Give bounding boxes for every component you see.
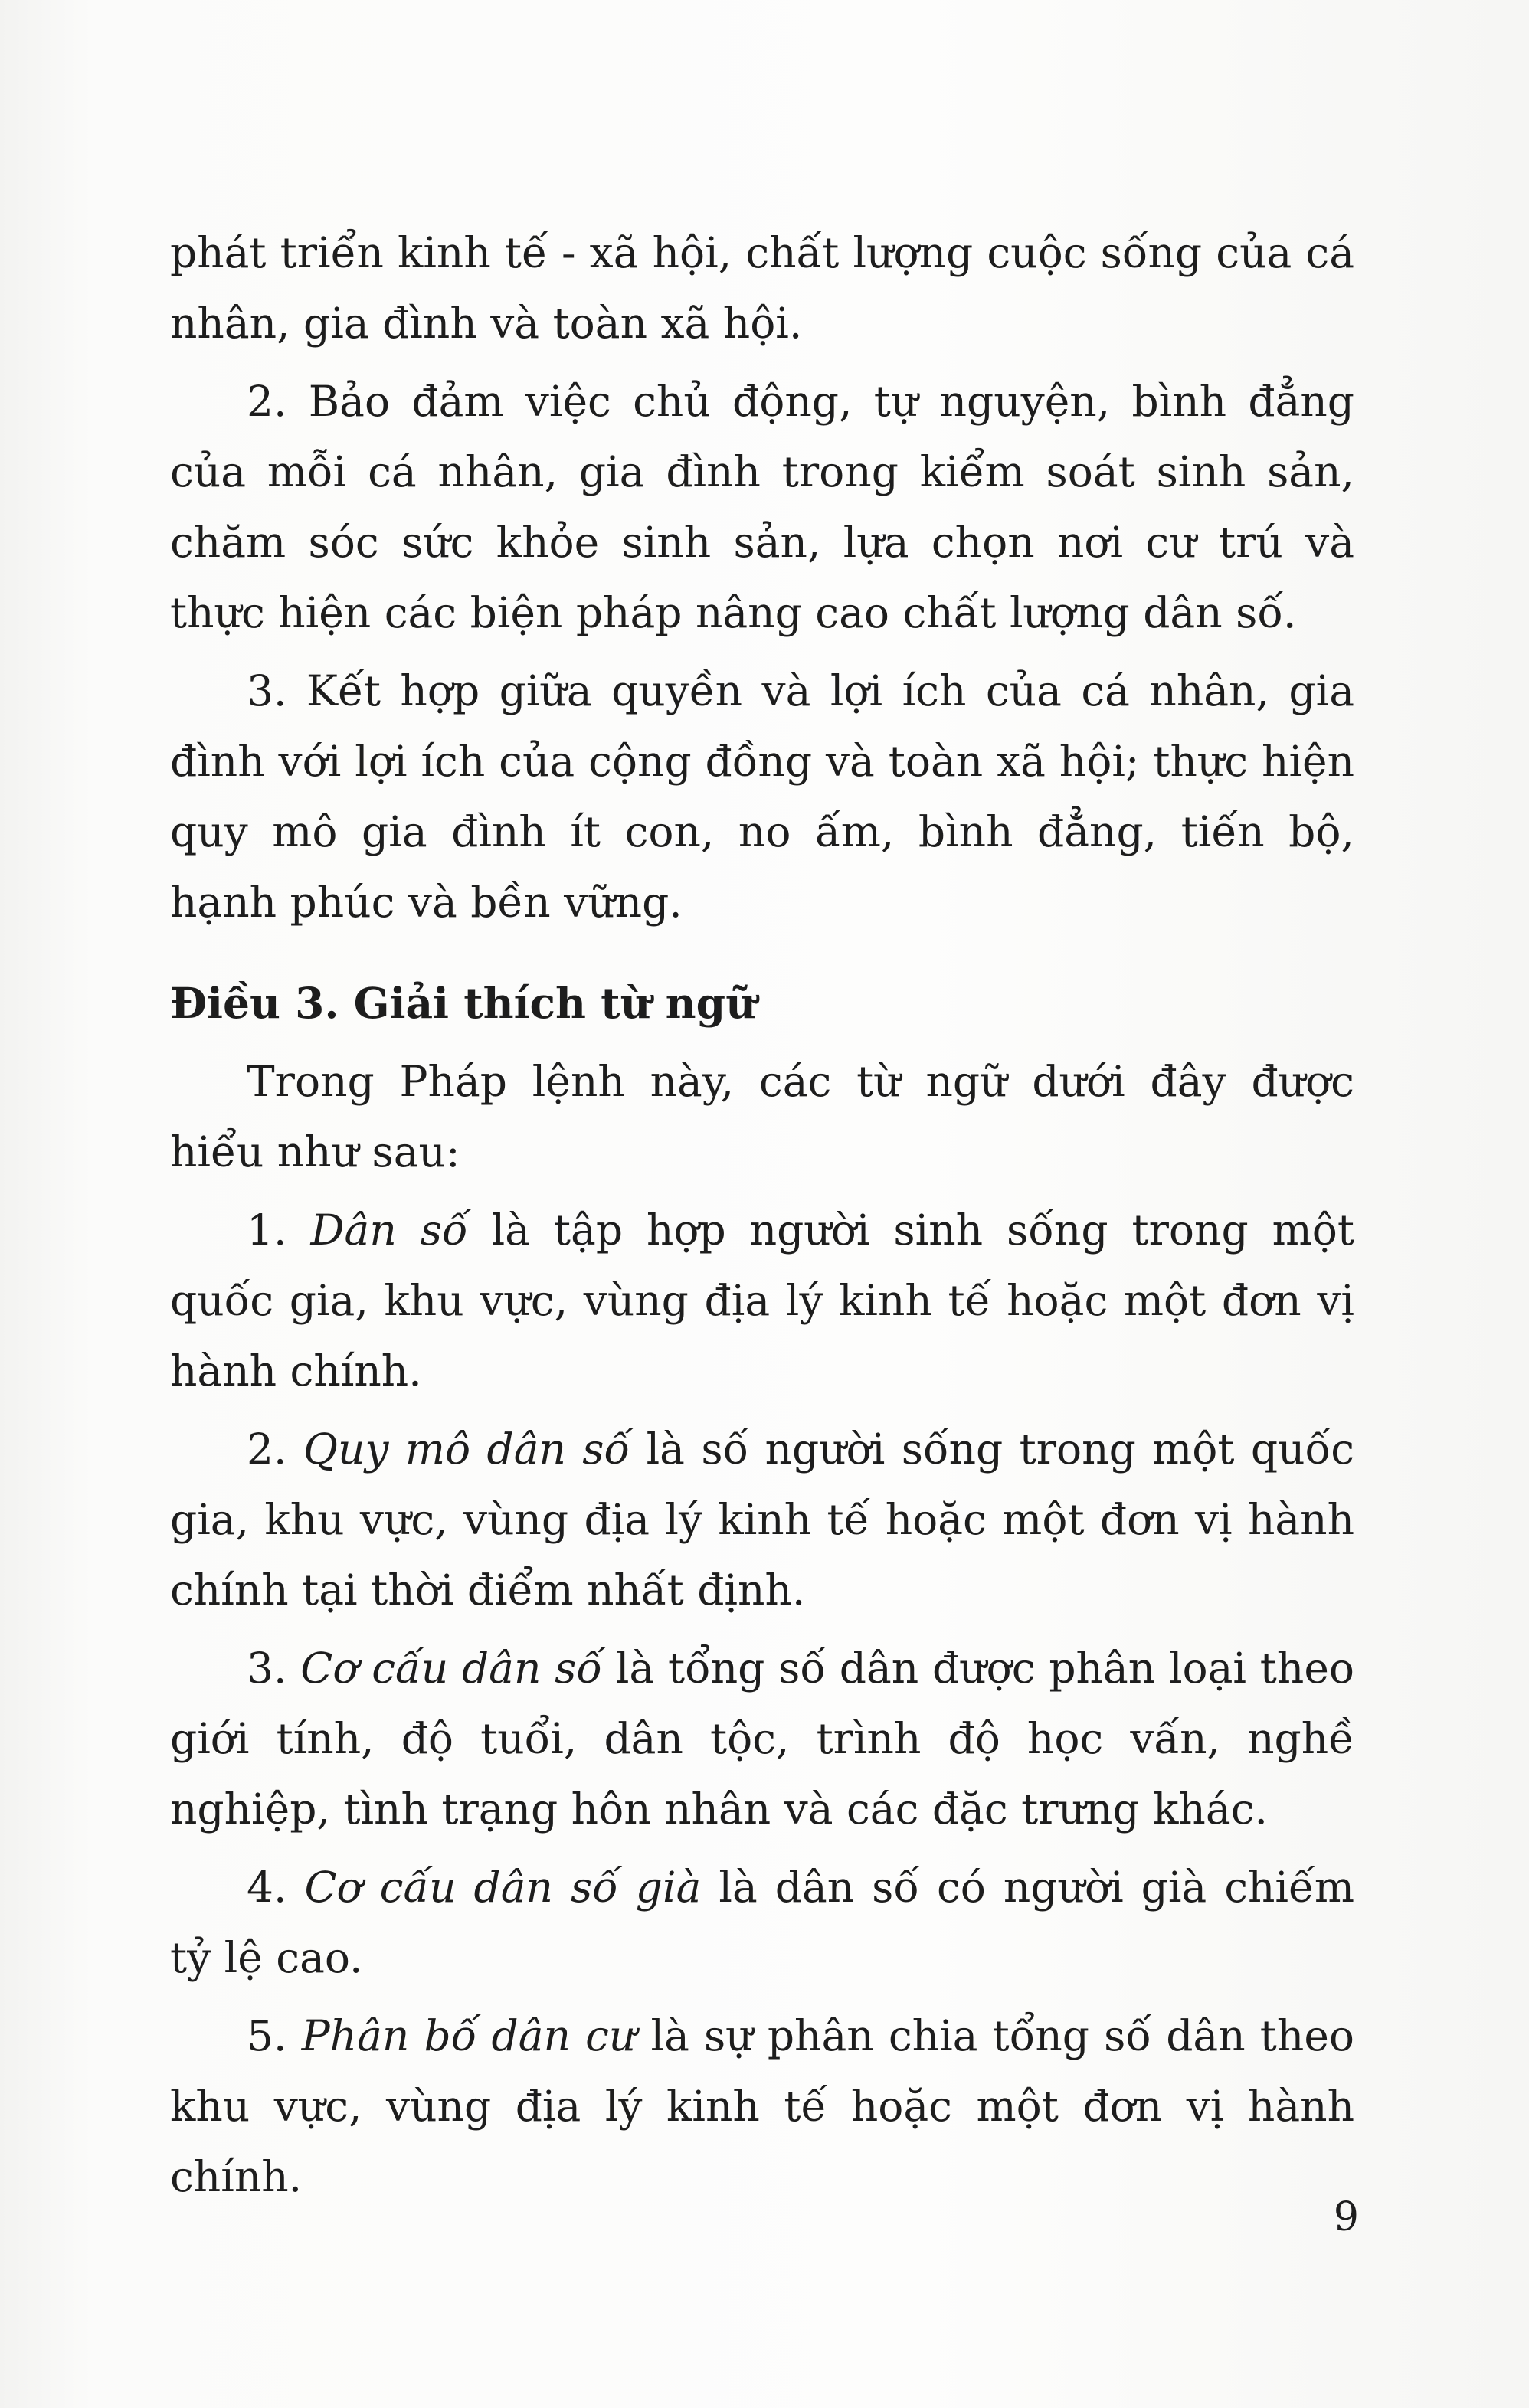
definition-number: 1. — [247, 1206, 287, 1255]
page-number: 9 — [1333, 2194, 1359, 2240]
article-heading: Điều 3. Giải thích từ ngữ — [170, 978, 757, 1028]
article-intro: Trong Pháp lệnh này, các từ ngữ dưới đây được hiểu như sau: — [170, 1057, 1354, 1176]
definition-item — [170, 1414, 1354, 1625]
definition-item — [170, 1633, 1354, 1844]
definition-text: là tập hợp người sinh sống trong một quốc gia, khu vực, vùng địa lý kinh tế hoặc một đơn vị hành chính. — [170, 1206, 1354, 1395]
definition-text: là tổng số dân được phân loại theo giới tính, độ tuổi, dân tộc, trình độ học vấn, nghề nghiệp, tình trạng hôn nhân và các đặc trưng khác. — [170, 1644, 1354, 1834]
definition-item — [170, 2001, 1354, 2212]
definition-number: 2. — [247, 1425, 287, 1474]
definition-item — [170, 1852, 1354, 1993]
definition-text: là dân số có người già chiếm tỷ lệ cao. — [170, 1863, 1355, 1982]
definition-term: Cơ cấu dân số già — [304, 1863, 702, 1912]
definition-term: Quy mô dân số — [303, 1425, 630, 1474]
definition-text: là số người sống trong một quốc gia, khu vực, vùng địa lý kinh tế hoặc một đơn vị hành chính tại thời điểm nhất định. — [170, 1425, 1354, 1615]
definition-term: Phân bố dân cư — [301, 2011, 637, 2060]
definition-number: 5. — [247, 2011, 287, 2060]
definition-number: 3. — [247, 1644, 287, 1693]
paragraph-principle-3: 3. Kết hợp giữa quyền và lợi ích của cá nhân, gia đình với lợi ích của cộng đồng và toàn xã hội; thực hiện quy mô gia đình ít con, no ấm, bình đẳng, tiến bộ, hạnh phúc và bền vững. — [170, 666, 1354, 927]
definition-number: 4. — [247, 1863, 287, 1912]
definition-text: là sự phân chia tổng số dân theo khu vực, vùng địa lý kinh tế hoặc một đơn vị hành chính. — [170, 2011, 1354, 2201]
definition-term: Dân số — [310, 1206, 468, 1255]
paragraph-principle-2: 2. Bảo đảm việc chủ động, tự nguyện, bình đẳng của mỗi cá nhân, gia đình trong kiểm soát sinh sản, chăm sóc sức khỏe sinh sản, lựa chọn nơi cư trú và thực hiện các biện pháp nâng cao chất lượng dân số. — [170, 377, 1354, 637]
paragraph-continued: phát triển kinh tế - xã hội, chất lượng cuộc sống của cá nhân, gia đình và toàn xã hội. — [170, 228, 1354, 348]
body-text — [170, 218, 1354, 2212]
definition-term: Cơ cấu dân số — [300, 1644, 603, 1693]
definition-item — [170, 1195, 1354, 1406]
